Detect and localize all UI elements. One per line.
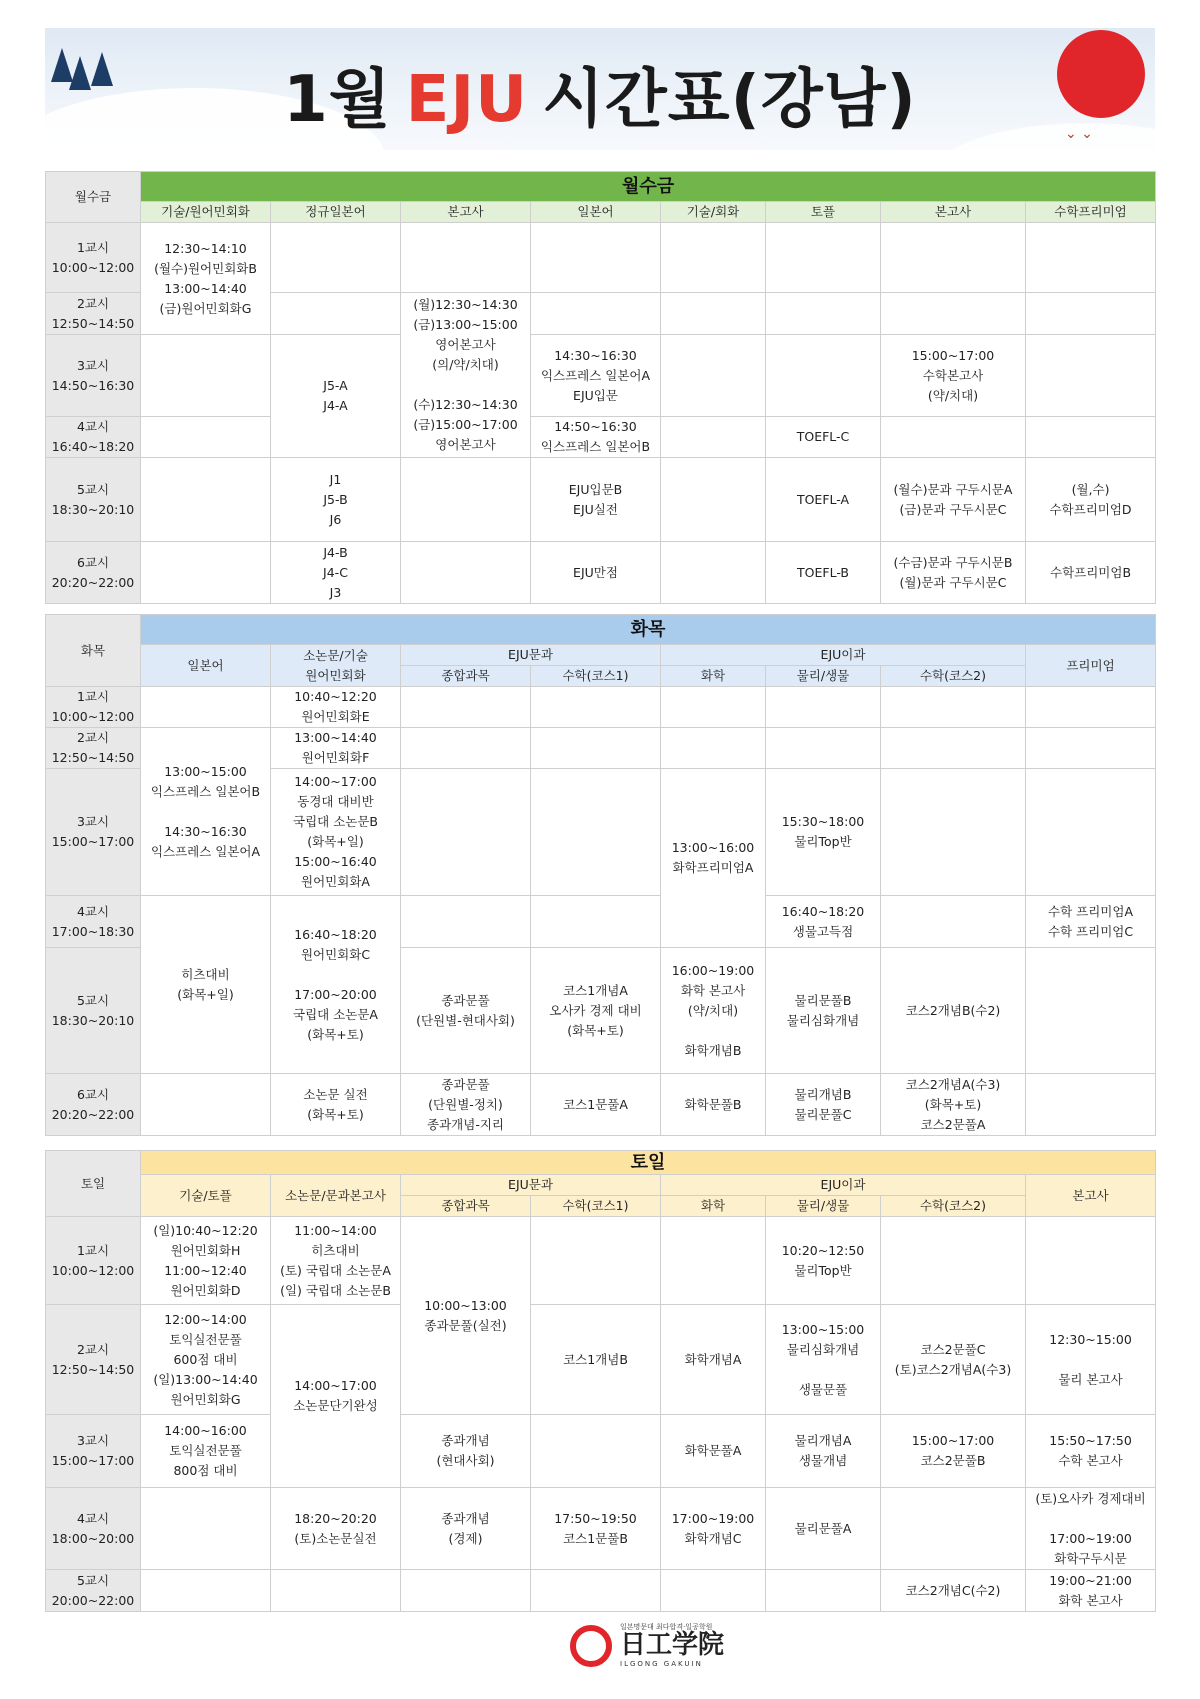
class-cell: 물리문풀B 물리심화개념 — [766, 948, 881, 1074]
class-cell: EJU만점 — [531, 542, 661, 604]
period-label: 3교시 15:00~17:00 — [46, 769, 141, 896]
empty-cell — [1026, 293, 1156, 335]
class-cell: (토)오사카 경제대비 17:00~19:00 화학구두시문 — [1026, 1488, 1156, 1570]
empty-cell — [401, 687, 531, 728]
class-cell: 12:00~14:00 토익실전문풀 600점 대비 (일)13:00~14:40 원어민회화G — [141, 1305, 271, 1415]
empty-cell — [881, 293, 1026, 335]
class-cell: 코스2개념A(수3) (화목+토) 코스2문풀A — [881, 1074, 1026, 1136]
class-cell: 화학문풀A — [661, 1415, 766, 1488]
logo-tagline: 일본명문대 최다합격·일공학원 — [620, 1623, 713, 1631]
empty-cell — [401, 896, 531, 948]
empty-cell — [401, 223, 531, 293]
empty-cell — [661, 335, 766, 417]
empty-cell — [401, 542, 531, 604]
class-cell: 15:30~18:00 물리Top반 — [766, 769, 881, 896]
col-header: 화학 — [661, 1196, 766, 1217]
class-cell: 히츠대비 (화목+일) — [141, 896, 271, 1074]
empty-cell — [766, 293, 881, 335]
empty-cell — [141, 687, 271, 728]
empty-cell — [141, 1488, 271, 1570]
class-cell: 10:00~13:00 종과문풀(실전) — [401, 1217, 531, 1415]
class-cell: 화학개념A — [661, 1305, 766, 1415]
period-label: 6교시 20:20~22:00 — [46, 1074, 141, 1136]
empty-cell — [271, 293, 401, 335]
class-cell: 18:20~20:20 (토)소논문실전 — [271, 1488, 401, 1570]
empty-cell — [531, 1415, 661, 1488]
period-label: 3교시 14:50~16:30 — [46, 335, 141, 417]
class-cell: 코스2개념B(수2) — [881, 948, 1026, 1074]
empty-cell — [881, 687, 1026, 728]
period-label: 4교시 16:40~18:20 — [46, 417, 141, 458]
col-header: EJU이과 — [661, 645, 1026, 666]
empty-cell — [1026, 769, 1156, 896]
empty-cell — [141, 1074, 271, 1136]
empty-cell — [661, 223, 766, 293]
class-cell: 종과개념 (경제) — [401, 1488, 531, 1570]
class-cell: 종과개념 (현대사회) — [401, 1415, 531, 1488]
col-header: 수학(코스1) — [531, 1196, 661, 1217]
col-header: 일본어 — [531, 202, 661, 223]
empty-cell — [401, 1570, 531, 1612]
class-cell: 코스1문풀A — [531, 1074, 661, 1136]
class-cell: 14:50~16:30 익스프레스 일본어B — [531, 417, 661, 458]
empty-cell — [531, 1570, 661, 1612]
period-label: 5교시 20:00~22:00 — [46, 1570, 141, 1612]
empty-cell — [1026, 417, 1156, 458]
empty-cell — [1026, 335, 1156, 417]
class-cell: TOEFL-A — [766, 458, 881, 542]
timetable-mwf — [45, 171, 1156, 604]
period-label: 1교시 10:00~12:00 — [46, 687, 141, 728]
class-cell: EJU입문B EJU실전 — [531, 458, 661, 542]
class-cell: 종과문풀 (단원별-현대사회) — [401, 948, 531, 1074]
corner-label: 토일 — [46, 1151, 141, 1217]
class-cell: 11:00~14:00 히츠대비 (토) 국립대 소논문A (일) 국립대 소논문B — [271, 1217, 401, 1305]
empty-cell — [531, 769, 661, 896]
empty-cell — [766, 223, 881, 293]
class-cell: TOEFL-C — [766, 417, 881, 458]
class-cell: 16:40~18:20 생물고득점 — [766, 896, 881, 948]
col-header: EJU문과 — [401, 645, 661, 666]
class-cell: 13:00~15:00 익스프레스 일본어B 14:30~16:30 익스프레스 일본어A — [141, 728, 271, 896]
empty-cell — [661, 458, 766, 542]
empty-cell — [1026, 687, 1156, 728]
class-cell: 17:00~19:00 화학개념C — [661, 1488, 766, 1570]
period-label: 1교시 10:00~12:00 — [46, 223, 141, 293]
empty-cell — [401, 728, 531, 769]
empty-cell — [881, 769, 1026, 896]
class-cell: 12:30~15:00 물리 본고사 — [1026, 1305, 1156, 1415]
col-header: 기술/회화 — [661, 202, 766, 223]
class-cell: 물리문풀A — [766, 1488, 881, 1570]
class-cell: TOEFL-B — [766, 542, 881, 604]
empty-cell — [766, 335, 881, 417]
logo-ring-icon — [570, 1625, 612, 1667]
class-cell: 종과문풀 (단원별-정치) 종과개념-지리 — [401, 1074, 531, 1136]
col-header: 수학(코스1) — [531, 666, 661, 687]
class-cell: 14:30~16:30 익스프레스 일본어A EJU입문 — [531, 335, 661, 417]
col-header: 수학(코스2) — [881, 1196, 1026, 1217]
page-title — [0, 48, 1200, 140]
section-title: 토일 — [141, 1151, 1156, 1175]
empty-cell — [531, 687, 661, 728]
empty-cell — [881, 417, 1026, 458]
class-cell: 물리개념A 생물개념 — [766, 1415, 881, 1488]
col-header: 프리미엄 — [1026, 645, 1156, 687]
class-cell: 14:00~17:00 소논문단기완성 — [271, 1305, 401, 1488]
class-cell: 13:00~14:40 원어민회화F — [271, 728, 401, 769]
col-header: EJU이과 — [661, 1175, 1026, 1196]
class-cell: 15:00~17:00 코스2문풀B — [881, 1415, 1026, 1488]
empty-cell — [881, 896, 1026, 948]
empty-cell — [141, 542, 271, 604]
class-cell: 코스2문풀C (토)코스2개념A(수3) — [881, 1305, 1026, 1415]
title-rest: 시간표(강남) — [542, 63, 917, 137]
birds-icon: ⌄ ⌄ — [1065, 126, 1093, 142]
class-cell: J1 J5-B J6 — [271, 458, 401, 542]
class-cell: 14:00~17:00 동경대 대비반 국립대 소논문B (화목+일) 15:00~16:40 원어민회화A — [271, 769, 401, 896]
col-header: EJU문과 — [401, 1175, 661, 1196]
empty-cell — [1026, 1217, 1156, 1305]
logo-name: 日工学院 — [620, 1630, 725, 1660]
col-header: 종합과목 — [401, 666, 531, 687]
empty-cell — [881, 223, 1026, 293]
empty-cell — [141, 1570, 271, 1612]
period-label: 6교시 20:20~22:00 — [46, 542, 141, 604]
col-header: 일본어 — [141, 645, 271, 687]
empty-cell — [401, 769, 531, 896]
col-header: 물리/생물 — [766, 666, 881, 687]
timetable-ss — [45, 1150, 1156, 1612]
empty-cell — [1026, 1074, 1156, 1136]
class-cell: 소논문 실전 (화목+토) — [271, 1074, 401, 1136]
empty-cell — [271, 223, 401, 293]
class-cell: 13:00~16:00 화학프리미엄A — [661, 769, 766, 948]
class-cell: (수금)문과 구두시문B (월)문과 구두시문C — [881, 542, 1026, 604]
col-header: 정규일본어 — [271, 202, 401, 223]
period-label: 2교시 12:50~14:50 — [46, 293, 141, 335]
corner-label: 월수금 — [46, 172, 141, 223]
empty-cell — [766, 1570, 881, 1612]
period-label: 2교시 12:50~14:50 — [46, 1305, 141, 1415]
col-header: 본고사 — [881, 202, 1026, 223]
col-header: 물리/생물 — [766, 1196, 881, 1217]
empty-cell — [661, 728, 766, 769]
title-exam: EJU — [405, 63, 529, 137]
class-cell: (월수)문과 구두시문A (금)문과 구두시문C — [881, 458, 1026, 542]
class-cell: J4-B J4-C J3 — [271, 542, 401, 604]
col-header: 소논문/문과본고사 — [271, 1175, 401, 1217]
class-cell: 수학프리미엄B — [1026, 542, 1156, 604]
col-header: 종합과목 — [401, 1196, 531, 1217]
section-title: 월수금 — [141, 172, 1156, 202]
period-label: 5교시 18:30~20:10 — [46, 948, 141, 1074]
col-header: 본고사 — [1026, 1175, 1156, 1217]
empty-cell — [661, 293, 766, 335]
class-cell: 10:40~12:20 원어민회화E — [271, 687, 401, 728]
empty-cell — [766, 687, 881, 728]
empty-cell — [881, 1488, 1026, 1570]
class-cell: 코스2개념C(수2) — [881, 1570, 1026, 1612]
class-cell: 15:00~17:00 수학본고사 (약/치대) — [881, 335, 1026, 417]
col-header: 화학 — [661, 666, 766, 687]
class-cell: 물리개념B 물리문풀C — [766, 1074, 881, 1136]
empty-cell — [661, 417, 766, 458]
empty-cell — [1026, 223, 1156, 293]
col-header: 수학(코스2) — [881, 666, 1026, 687]
period-label: 4교시 17:00~18:30 — [46, 896, 141, 948]
period-label: 3교시 15:00~17:00 — [46, 1415, 141, 1488]
col-header: 소논문/기술 원어민회화 — [271, 645, 401, 687]
class-cell: (일)10:40~12:20 원어민회화H 11:00~12:40 원어민회화D — [141, 1217, 271, 1305]
class-cell: 19:00~21:00 화학 본고사 — [1026, 1570, 1156, 1612]
empty-cell — [531, 293, 661, 335]
class-cell: 코스1개념A 오사카 경제 대비 (화목+토) — [531, 948, 661, 1074]
empty-cell — [766, 728, 881, 769]
class-cell: J5-A J4-A — [271, 335, 401, 458]
empty-cell — [1026, 728, 1156, 769]
class-cell: 17:50~19:50 코스1문풀B — [531, 1488, 661, 1570]
empty-cell — [531, 223, 661, 293]
class-cell: 화학문풀B — [661, 1074, 766, 1136]
class-cell: 15:50~17:50 수학 본고사 — [1026, 1415, 1156, 1488]
class-cell: 12:30~14:10 (월수)원어민회화B 13:00~14:40 (금)원어민회화G — [141, 223, 271, 335]
period-label: 4교시 18:00~20:00 — [46, 1488, 141, 1570]
class-cell: (월)12:30~14:30 (금)13:00~15:00 영어본고사 (의/약/치대) (수)12:30~14:30 (금)15:00~17:00 영어본고사 — [401, 293, 531, 458]
empty-cell — [661, 1570, 766, 1612]
empty-cell — [661, 687, 766, 728]
period-label: 1교시 10:00~12:00 — [46, 1217, 141, 1305]
empty-cell — [271, 1570, 401, 1612]
empty-cell — [141, 417, 271, 458]
period-label: 2교시 12:50~14:50 — [46, 728, 141, 769]
class-cell: 수학 프리미엄A 수학 프리미엄C — [1026, 896, 1156, 948]
empty-cell — [881, 728, 1026, 769]
class-cell: 16:00~19:00 화학 본고사 (약/치대) 화학개념B — [661, 948, 766, 1074]
class-cell: 13:00~15:00 물리심화개념 생물문풀 — [766, 1305, 881, 1415]
section-title: 화목 — [141, 615, 1156, 645]
logo-subtitle: ILGONG GAKUIN — [620, 1660, 703, 1668]
period-label: 5교시 18:30~20:10 — [46, 458, 141, 542]
empty-cell — [531, 896, 661, 948]
class-cell: 코스1개념B — [531, 1305, 661, 1415]
col-header: 수학프리미엄 — [1026, 202, 1156, 223]
class-cell: 14:00~16:00 토익실전문풀 800점 대비 — [141, 1415, 271, 1488]
class-cell: 16:40~18:20 원어민회화C 17:00~20:00 국립대 소논문A (화목+토) — [271, 896, 401, 1074]
empty-cell — [661, 1217, 766, 1305]
class-cell: (월,수) 수학프리미엄D — [1026, 458, 1156, 542]
empty-cell — [531, 1217, 661, 1305]
corner-label: 화목 — [46, 615, 141, 687]
empty-cell — [531, 728, 661, 769]
col-header: 토플 — [766, 202, 881, 223]
empty-cell — [1026, 948, 1156, 1074]
class-cell: 10:20~12:50 물리Top반 — [766, 1217, 881, 1305]
col-header: 기술/토플 — [141, 1175, 271, 1217]
title-month: 1월 — [283, 63, 392, 137]
empty-cell — [141, 458, 271, 542]
timetable-tt — [45, 614, 1156, 1136]
empty-cell — [401, 458, 531, 542]
empty-cell — [661, 542, 766, 604]
col-header: 본고사 — [401, 202, 531, 223]
empty-cell — [141, 335, 271, 417]
col-header: 기술/원어민회화 — [141, 202, 271, 223]
empty-cell — [881, 1217, 1026, 1305]
